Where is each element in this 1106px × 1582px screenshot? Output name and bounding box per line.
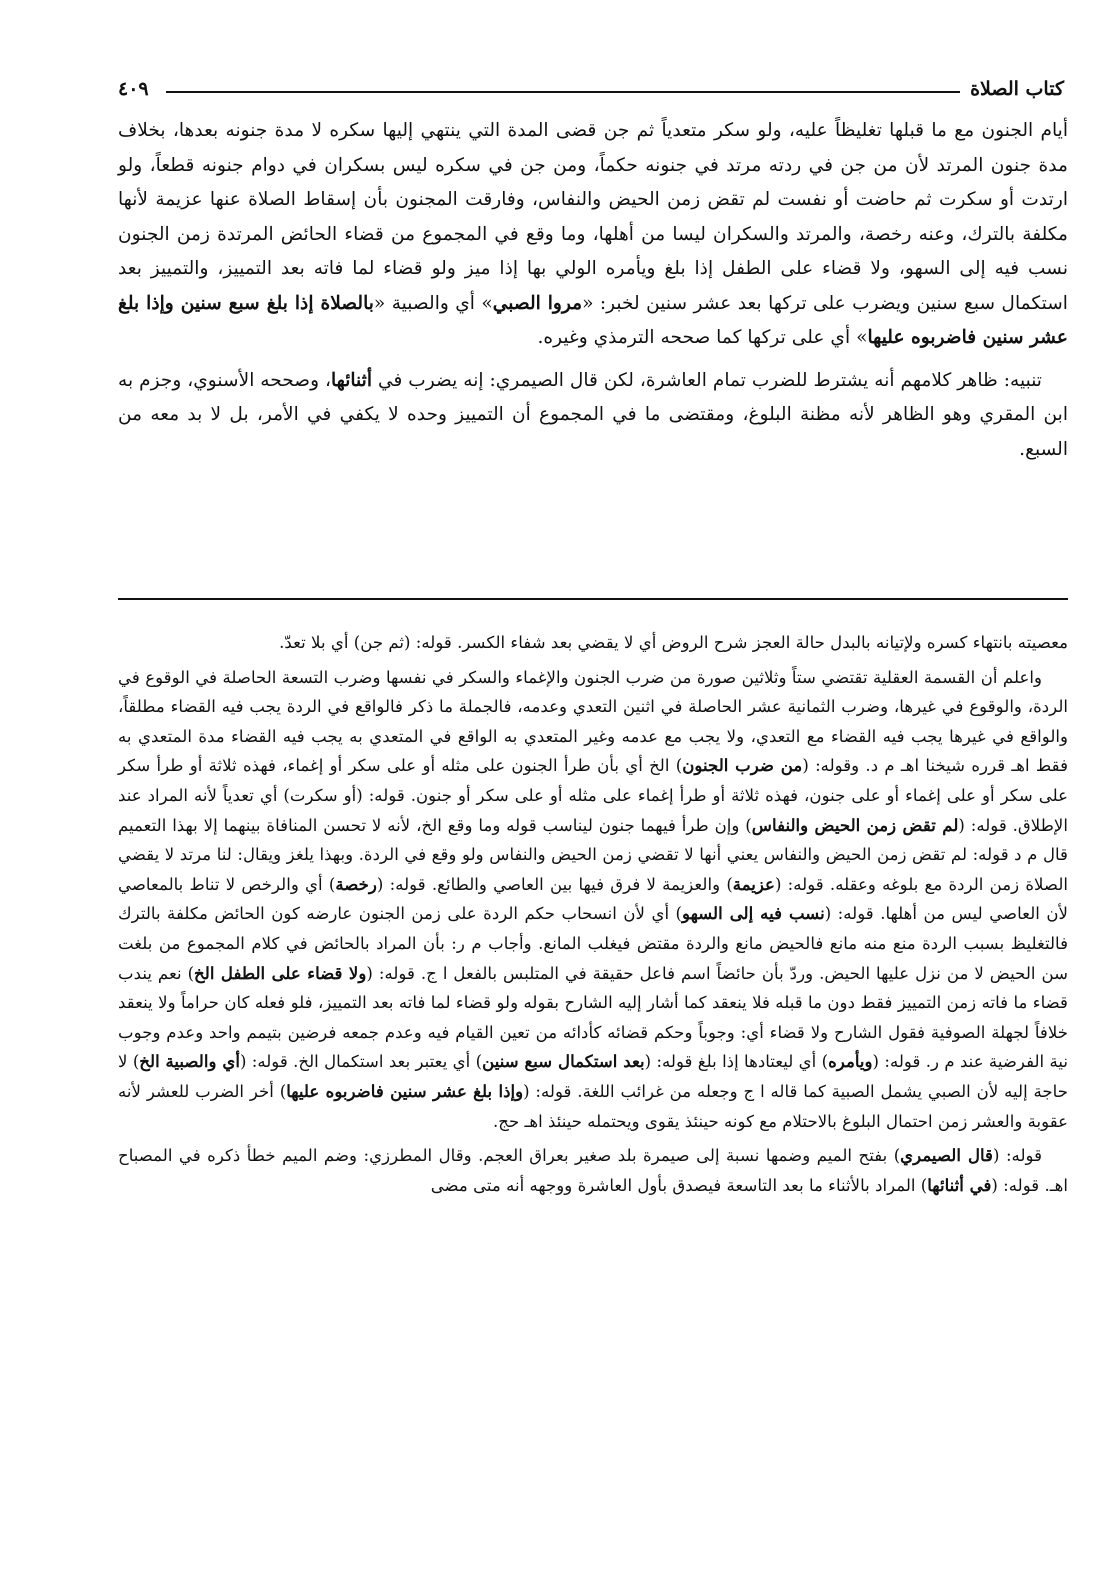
commentary [118, 628, 1068, 1200]
text-run: والعزيمة لا فرق فيها بين العاصي والطائع. قوله: [383, 874, 727, 894]
lemma: ( وإذا بلغ عشر سنين فاضربوه عليها ) [280, 1081, 530, 1101]
text-run: بفتح الميم وضمها نسبة إلى صيمرة بلد صغير بعراق العجم. وقال المطرزي: وضم الميم خطأ ذكره في المصباح اهـ. قوله: [118, 1146, 1068, 1195]
lemma: ( عزيمة ) [726, 874, 781, 894]
text-run: أخر الضرب للعشر لأنه عقوبة والعشر زمن احتمال البلوغ بالاحتلام مع كونه حينئذ يقوى ويحتمله حينئذ اهـ حج. [118, 1081, 1068, 1131]
text-run: نعم يندب قضاء ما فاته زمن التمييز فقط دون ما قبله فلا ينعقد كما أشار إليه الشارح بقوله ولو قضاء لما فاته بعد التمييز، فلو فعله كان حراماً ولا ينعقد خلافاً لجهلة الصوفية فقول الشارح ولا قضاء أي: وجوباً وحكم قضائه كأدائه من تعين القيام فيه وعدم جمعه فرضين بتيمم واحد وعدم وجوب نية الفرضية عند م ر. قوله: [118, 963, 1068, 1072]
lemma: ( أي والصبية الخ ) [133, 1051, 247, 1071]
lemma: ( بعد استكمال سبع سنين ) [476, 1051, 652, 1071]
text-run: وإن طرأ فيهما جنون ليناسب قوله وما وقع الخ، لأنه لا تحسن المنافاة بينهما إلا بهذا التعميم قال م د قوله: لم تقض زمن الحيض والنفاس يعني أنها لا تقضي زمن الحيض والنفاس ولو وقع في الردة. وبهذا يلغز ويقال: لنا مرتد لا يقضي الصلاة زمن الردة مع بلوغه وعقله. قوله: [118, 815, 1068, 894]
commentary-paragraph [118, 628, 1068, 658]
text-run: أي بلا تعدّ. [279, 633, 354, 652]
quoted-text: مروا الصبي [492, 292, 583, 314]
page-number: ٤٠٩ [118, 78, 149, 100]
text-run: ، وصححه الأسنوي، وجزم به ابن المقري وهو الظاهر لأنه مظنة البلوغ، ومقتضى ما في المجموع أن التمييز وحده لا يكفي في الأمر، بل لا بد معه من السبع. [118, 369, 1068, 460]
lemma: ( في أثنائها ) [921, 1175, 998, 1195]
commentary-paragraph [118, 1141, 1068, 1200]
text-run: أيام الجنون مع ما قبلها تغليظاً عليه، ولو سكر متعدياً ثم جن قضى المدة التي ينتهي إليها سكره لا مدة جنونه بعدها، بخلاف مدة جنون المرتد لأن من جن في ردته مرتد في جنونه حكماً، ومن جن في سكره ليس بسكران في دوام جنونه قطعاً، ولو ارتدت أو سكرت ثم حاضت أو نفست لم تقض زمن الحيض والنفاس، وفارقت المجنون بأن إسقاط الصلاة عنها عزيمة لأنها مكلفة بالترك، وعنه رخصة، والمرتد والسكران ليسا من أهلها، وما وقع في المجموع من قضاء الحائض المرتدة زمن الجنون نسب فيه إلى السهو، ولا قضاء على الطفل إذا بلغ ويأمره الولي بها إذا ميز ولو قضاء لما فاته بعد التمييز، والتمييز بعد استكمال سبع سنين ويضرب على تركها بعد عشر سنين لخبر: [118, 120, 1068, 314]
text-run: تنبيه: ظاهر كلامهم أنه يشترط للضرب تمام العاشرة، لكن قال الصيمري: إنه يضرب في [372, 369, 1042, 391]
text-run: أي لأن انسحاب حكم الردة على زمن الجنون عارضه كون الحائض مكلفة بالترك فالتغليظ بسبب الردة منع منه مانع فالحيض مانع والردة مقتض فيغلب المانع. وأجاب م ر: بأن المراد بالحائض في كلام المجموع من بلغت سن الحيض لا من نزل عليها الحيض. وردّ بأن حائضاً اسم فاعل حقيقة في المتلبس بالفعل ا ج. قوله: [118, 904, 1069, 983]
lemma: ( قال الصيمري ) [894, 1145, 1000, 1165]
lemma: ( لم تقض زمن الحيض والنفاس ) [745, 815, 965, 835]
text-run: أي والرخص لا تناط بالمعاصي لأن العاصي ليس من أهلها. قوله: [118, 874, 1068, 924]
lemma: (أو سكرت) [283, 785, 363, 805]
text-run: أي ليعتادها إذا بلغ قوله: [651, 1052, 822, 1072]
text-run: لا حاجة إليه لأن الصبي يشمل الصبية كما قاله ا ج وجعله من غرائب اللغة. قوله: [118, 1052, 1068, 1101]
notes-separator [118, 598, 1068, 600]
lemma: ( من ضرب الجنون ) [676, 755, 809, 775]
text-run: قوله: [999, 1146, 1043, 1166]
text-run: أي يعتبر بعد استكمال الخ. قوله: [246, 1052, 476, 1072]
quoted-text: بالصلاة إذا بلغ سبع سنين وإذا بلغ عشر سنين فاضربوه عليها [118, 292, 1068, 348]
note-paragraph [118, 364, 1068, 468]
lemma: ( رخصة ) [329, 874, 384, 894]
text-run: معصيته بانتهاء كسره ولإتيانه بالبدل حالة العجز شرح الروض أي لا يقضي بعد شفاء الكسر. قوله: [410, 633, 1068, 652]
lemma: ( ولا قضاء على الطفل الخ ) [188, 963, 373, 983]
hadith-quote [481, 293, 593, 314]
main-paragraph [118, 114, 1068, 356]
text-run: الخ أي بأن طرأ الجنون على مثله أو على سكر أو إغماء، فهذه ثلاثة أو طرأ سكر على سكر أو على إغماء أو على جنون، فهذه ثلاثة أو طرأ إغماء على مثله أو على سكر أو جنون. قوله: [118, 756, 1068, 805]
commentary-paragraph [118, 663, 1068, 1137]
text-run: المراد بالأثناء ما بعد التاسعة فيصدق بأول العاشرة ووجهه أنه متى مضى [430, 1175, 921, 1195]
lemma: ( نسب فيه إلى السهو ) [676, 903, 832, 923]
book-title: كتاب الصلاة [970, 78, 1064, 100]
lemma: (ثم جن) [353, 633, 411, 652]
text-run: أي تعدياً لأنه المراد عند الإطلاق. قوله: [118, 785, 1068, 835]
lemma: ( ويأمره ) [822, 1051, 879, 1071]
header-rule [166, 91, 960, 93]
text-run: أي والصبية [385, 292, 482, 314]
main-text [118, 114, 1068, 467]
bold-term: أثنائها [330, 369, 373, 391]
text-run: أي على تركها كما صححه الترمذي وغيره. [537, 327, 857, 348]
text-run: واعلم أن القسمة العقلية تقتضي ستاً وثلاثين صورة من ضرب الجنون والإغماء والسكر في نفسها وضرب التسعة الحاصلة في الوقوع في الردة، والوقوع في غيرها، وضرب الثمانية عشر الحاصلة في اثنين التعدي وعدمه، فالجملة ما ذكر فالواقع في الردة يجب فيه القضاء مطلقاً، والواقع في غيرها يجب فيه القضاء مع التعدي، ولا يجب مع عدمه وغير المتعدي به الواقع في المتعدي به يجب فيه القضاء مدة المتعدي به فقط اهـ قرره شيخنا اهـ م د. وقوله: [118, 667, 1069, 776]
running-header [118, 76, 1064, 106]
